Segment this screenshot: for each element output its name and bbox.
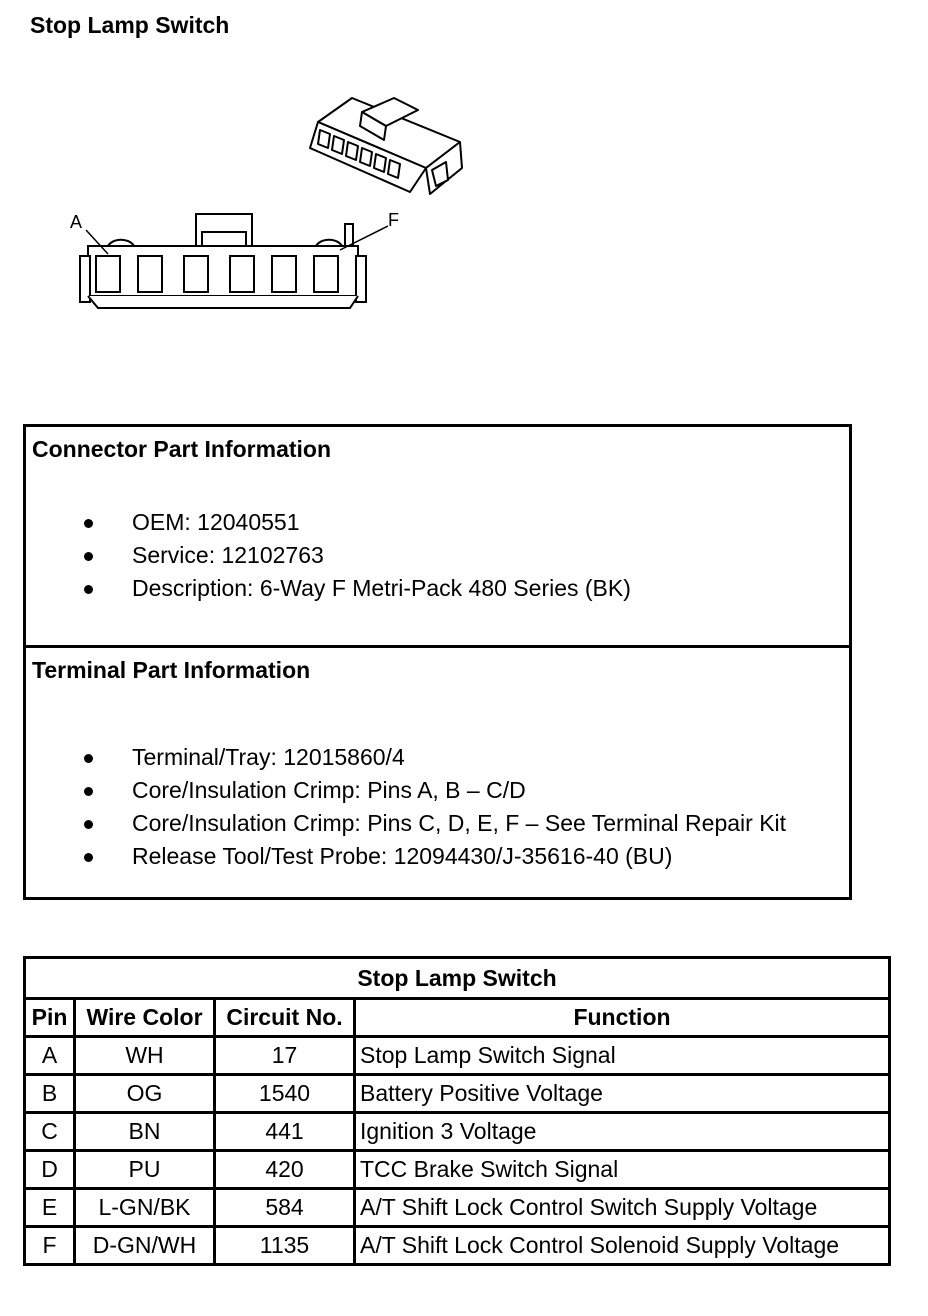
table-row xyxy=(25,1037,890,1075)
function-cell: Battery Positive Voltage xyxy=(355,1075,890,1113)
function-cell: TCC Brake Switch Signal xyxy=(355,1151,890,1189)
table-row xyxy=(25,1227,890,1265)
column-header-pin: Pin xyxy=(25,999,75,1037)
cavity-e xyxy=(272,256,296,292)
pin-f-callout: F xyxy=(388,210,399,230)
table-row xyxy=(25,1075,890,1113)
wire-color-cell: PU xyxy=(75,1151,215,1189)
pin-cell: D xyxy=(25,1151,75,1189)
table-caption: Stop Lamp Switch xyxy=(25,958,890,999)
column-header-wire-color: Wire Color xyxy=(75,999,215,1037)
function-cell: Ignition 3 Voltage xyxy=(355,1113,890,1151)
column-header-circuit: Circuit No. xyxy=(215,999,355,1037)
terminal-info-heading: Terminal Part Information xyxy=(32,657,311,683)
wire-color-cell: D-GN/WH xyxy=(75,1227,215,1265)
pin-a-callout: A xyxy=(70,212,83,232)
function-cell: A/T Shift Lock Control Solenoid Supply Voltage xyxy=(355,1227,890,1265)
circuit-cell: 584 xyxy=(215,1189,355,1227)
circuit-cell: 1540 xyxy=(215,1075,355,1113)
bullet-icon xyxy=(84,754,93,763)
bullet-icon xyxy=(84,853,93,862)
wire-color-cell: L-GN/BK xyxy=(75,1189,215,1227)
table-row xyxy=(25,1189,890,1227)
cavity-f xyxy=(314,256,338,292)
pin-cell: A xyxy=(25,1037,75,1075)
connector-illustration xyxy=(0,0,928,330)
function-cell: Stop Lamp Switch Signal xyxy=(355,1037,890,1075)
table-row xyxy=(25,1113,890,1151)
cavity-a xyxy=(96,256,120,292)
function-cell: A/T Shift Lock Control Switch Supply Voltage xyxy=(355,1189,890,1227)
table-header-row xyxy=(25,999,890,1037)
bullet-icon xyxy=(84,585,93,594)
wire-color-cell: WH xyxy=(75,1037,215,1075)
bullet-icon xyxy=(84,820,93,829)
circuit-cell: 420 xyxy=(215,1151,355,1189)
column-header-function: Function xyxy=(355,999,890,1037)
part-information-box xyxy=(23,424,852,900)
wire-color-cell: BN xyxy=(75,1113,215,1151)
pin-cell: E xyxy=(25,1189,75,1227)
circuit-cell: 441 xyxy=(215,1113,355,1151)
bullet-icon xyxy=(84,787,93,796)
connector-front-view xyxy=(80,214,388,308)
connector-info-heading: Connector Part Information xyxy=(32,436,332,462)
circuit-cell: 17 xyxy=(215,1037,355,1075)
pin-cell: B xyxy=(25,1075,75,1113)
cavity-c xyxy=(184,256,208,292)
cavity-b xyxy=(138,256,162,292)
pin-cell: C xyxy=(25,1113,75,1151)
cavity-d xyxy=(230,256,254,292)
pin-cell: F xyxy=(25,1227,75,1265)
table-row xyxy=(25,1151,890,1189)
circuit-cell: 1135 xyxy=(215,1227,355,1265)
terminal-info-section: Terminal Part Information Terminal/Tray: 12015860/4 Core/Insulation Crimp: Pins A, B – C/D Core/Insulation Crimp: Pins C, D, E, F – See Terminal Repair Kit Release Tool/Test Probe: 12094430/J-35616-40 (BU) xyxy=(32,657,787,869)
bullet-icon xyxy=(84,552,93,561)
connector-info-section: Connector Part Information OEM: 12040551 Service: 12102763 Description: 6-Way F Metri-Pack 480 Series (BK) xyxy=(26,427,849,648)
page-title: Stop Lamp Switch xyxy=(30,12,230,38)
wire-color-cell: OG xyxy=(75,1075,215,1113)
bullet-icon xyxy=(84,519,93,528)
pin-function-table xyxy=(23,956,891,1266)
